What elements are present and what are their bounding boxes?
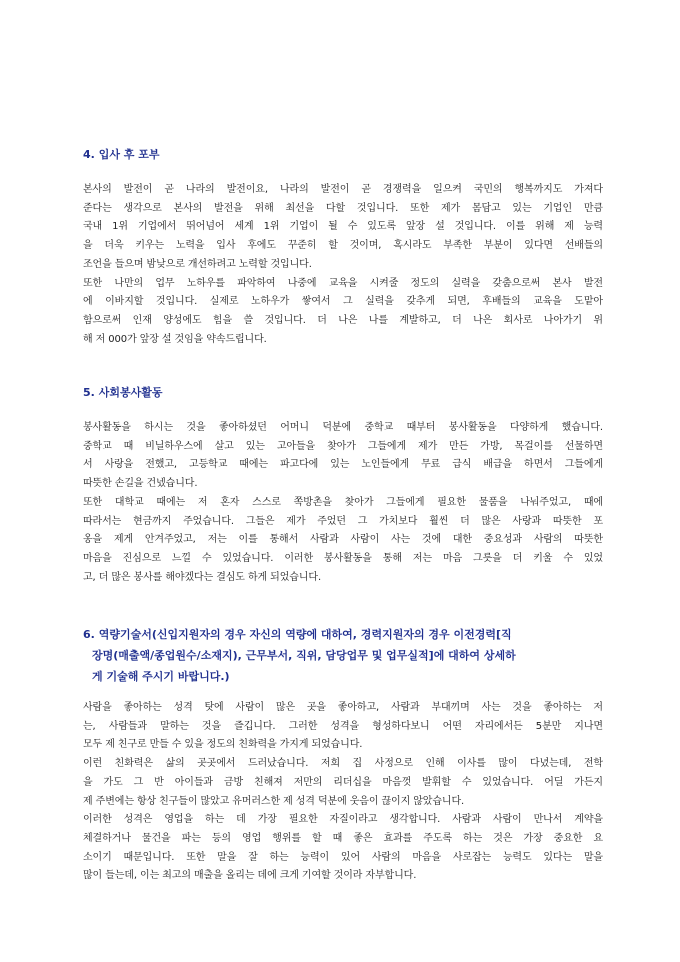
section-body [83,181,603,349]
body-line: 중학교 때 비닐하우스에 살고 있는 고아들을 찾아가 그들에게 제가 만든 가방, 목걸이를 선물하면 [83,440,603,452]
section-title-line: 게 기술해 주시기 바랍니다.) [92,670,230,683]
body-line: 을 더욱 키우는 노력을 입사 후에도 꾸준히 할 것이며, 혹시라도 부족한 부분이 있다면 선배들의 [83,240,603,252]
body-line: 이러한 성격은 영업을 하는 데 가장 필요한 자질이라고 생각합니다. 사람과 사람이 만나서 계약을 [83,814,603,826]
section-heading [83,147,603,163]
body-line: 제 주변에는 항상 친구들이 많았고 유머러스한 제 성격 덕분에 웃음이 끊이지 않았습니다. [83,795,465,807]
body-line: 또한 나만의 업무 노하우를 파악하여 나중에 교육을 시켜줄 정도의 실력을 갖춤으로써 본사 발전 [83,277,603,289]
body-line: 소이기 때문입니다. 또한 말을 잘 하는 능력이 있어 사람의 마음을 사로잡는 능력도 있다는 말을 [83,851,603,863]
body-line: 많이 들는데, 이는 최고의 매출을 올리는 데에 크게 기여할 것이라 자부합니다. [83,870,417,882]
section-body [83,699,603,886]
section-number: 6. [83,628,95,641]
body-line: 이런 친화력은 삶의 곳곳에서 드러났습니다. 저희 집 사정으로 인해 이사를 많이 다녔는데, 전학 [83,758,603,770]
body-line: 따뜻한 손길을 건넸습니다. [83,478,198,490]
body-line: 국내 1위 기업에서 뛰어넘어 세계 1위 기업이 될 수 있도록 앞장 설 것입니다. 이를 위해 제 능력 [83,221,603,233]
section-heading [83,624,603,687]
section-title: 사회봉사활동 [98,386,163,399]
body-line: 고, 더 많은 봉사를 해야겠다는 결심도 하게 되었습니다. [83,571,322,583]
body-line: 을 가도 그 반 아이들과 금방 친해져 저만의 리더십을 마음껏 발휘할 수 있었습니다. 어딜 가든지 [83,776,603,788]
body-line: 서 사랑을 전했고, 고등학교 때에는 파고다에 있는 노인들에게 무료 급식 배급을 하면서 그들에게 [83,459,603,471]
body-line: 준다는 생각으로 본사의 발전을 위해 최선을 다할 것입니다. 또한 제가 몸담고 있는 기업인 만큼 [83,202,603,214]
body-line: 는, 사람들과 말하는 것을 즐깁니다. 그러한 성격을 형성하다보니 어떤 자리에서든 5분만 지나면 [83,720,603,732]
body-line: 따라서는 현금까지 주었습니다. 그들은 제가 주었던 그 가치보다 훨씬 더 많은 사랑과 따뜻한 포 [83,515,603,527]
section-title-line: 장명(매출액/종업원수/소재지), 근무부서, 직위, 담당업무 및 업무실적]에 대하여 상세하 [92,649,516,662]
body-line: 체결하거나 물건을 파는 등의 영업 행위를 할 때 좋은 효과를 주도록 하는 것은 가장 중요한 요 [83,832,603,844]
body-line: 사람을 좋아하는 성격 탓에 사람이 많은 곳을 좋아하고, 사람과 부대끼며 사는 것을 좋아하는 저 [83,702,603,713]
body-line: 봉사활동을 하시는 것을 좋아하셨던 어머니 덕분에 중학교 때부터 봉사활동을 다양하게 했습니다. [83,422,603,433]
section-career-aspiration [83,147,603,349]
section-title: 역량기술서(신입지원자의 경우 자신의 역량에 대하여, 경력지원자의 경우 이전경력[직 [98,628,512,641]
body-line: 본사의 발전이 곧 나라의 발전이요, 나라의 발전이 곧 경쟁력을 일으켜 국민의 행복까지도 가져다 [83,184,603,195]
section-title: 입사 후 포부 [98,148,160,161]
body-line: 에 이바지할 것입니다. 실제로 노하우가 쌓여서 그 실력을 갖추게 되면, 후배들의 교육을 도맡아 [83,296,603,308]
body-line: 또한 대학교 때에는 저 혼자 스스로 쪽방촌을 찾아가 그들에게 필요한 물품을 나눠주었고, 때에 [83,496,603,508]
body-line: 해 저 000가 앞장 설 것임을 약속드립니다. [83,333,267,345]
section-competency-statement [83,624,603,886]
section-body [83,419,603,587]
section-heading [83,385,603,401]
section-number: 4. [83,148,95,161]
section-title-line [83,624,603,645]
body-line: 모두 제 친구로 만들 수 있을 정도의 친화력을 가지게 되었습니다. [83,739,363,751]
body-line: 함으로써 인재 양성에도 힘을 쓸 것입니다. 더 나은 나를 계발하고, 더 나은 회사로 나아가기 위 [83,314,603,326]
section-number: 5. [83,386,95,399]
body-line: 옹을 제게 안겨주었고, 저는 이를 통해서 사람과 사람이 사는 것에 대한 중요성과 사람의 따뜻한 [83,534,603,546]
body-line: 마음을 진심으로 느낄 수 있었습니다. 이러한 봉사활동을 통해 저는 마음 그릇을 더 키울 수 있었 [83,552,603,564]
body-line: 조언을 들으며 밤낮으로 개선하려고 노력할 것입니다. [83,258,312,270]
section-volunteer-work [83,385,603,587]
